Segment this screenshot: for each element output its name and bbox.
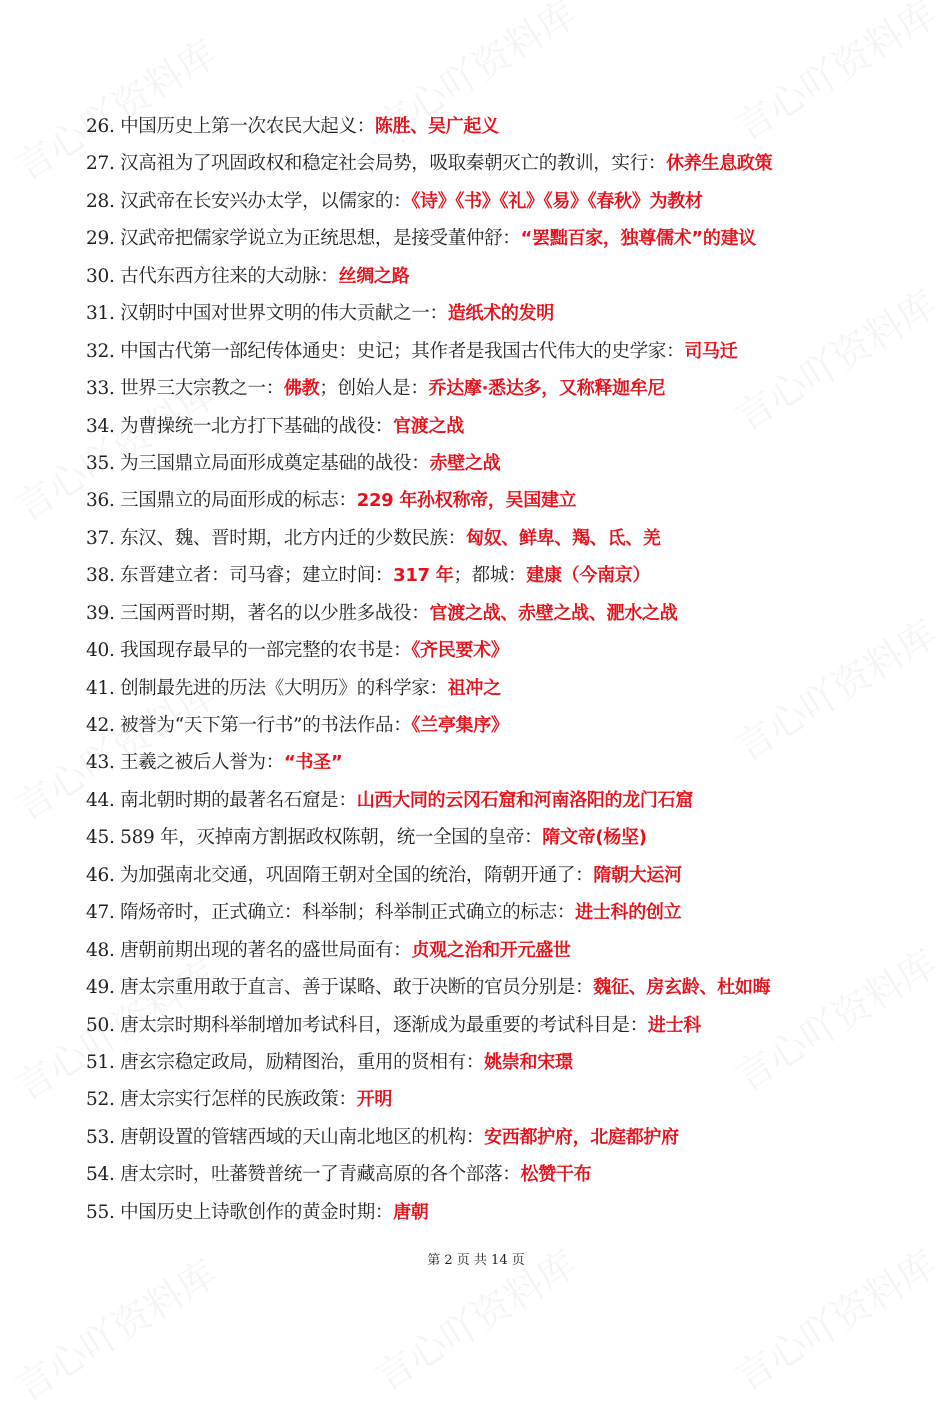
list-item — [86, 974, 926, 1011]
answer-text: 丝绸之路 — [338, 265, 410, 287]
list-item — [86, 749, 926, 786]
question-text: 53. 唐朝设置的管辖西域的天山南北地区的机构： — [86, 1126, 485, 1148]
question-text: 28. 汉武帝在长安兴办太学，以儒家的： — [86, 190, 412, 212]
answer-text: 《诗》《书》《礼》《易》《春秋》为教材 — [411, 190, 703, 212]
answer-text: 姚崇和宋璟 — [484, 1051, 573, 1073]
question-text: 55. 中国历史上诗歌创作的黄金时期： — [86, 1201, 394, 1223]
page-footer: 第 2 页 共 14 页 — [427, 1253, 525, 1268]
question-text: ；都城： — [453, 565, 527, 587]
answer-text: “书圣” — [283, 752, 343, 774]
list-item — [86, 188, 926, 225]
answer-text: 进士科 — [647, 1014, 702, 1036]
answer-text: 《齐民要术》 — [411, 640, 509, 662]
list-item — [86, 263, 926, 300]
question-text: 38. 东晋建立者：司马睿；建立时间： — [86, 565, 394, 587]
answer-text: 休养生息政策 — [666, 153, 773, 175]
question-text: 27. 汉高祖为了巩固政权和稳定社会局势，吸取秦朝灭亡的教训，实行： — [86, 153, 667, 175]
list-item — [86, 225, 926, 262]
answer-text: 魏征、房玄龄、杜如晦 — [593, 977, 771, 999]
question-text: 47. 隋炀帝时，正式确立：科举制；科举制正式确立的标志： — [86, 902, 576, 924]
answer-text: 229 年孙权称帝，吴国建立 — [356, 490, 577, 512]
answer-text: 匈奴、鲜卑、羯、氐、羌 — [465, 527, 661, 549]
list-item — [86, 525, 926, 562]
answer-text: 隋朝大运河 — [593, 864, 682, 886]
question-text: 29. 汉武帝把儒家学说立为正统思想，是接受董仲舒： — [86, 228, 521, 250]
question-list — [86, 113, 926, 1236]
question-text: 54. 唐太宗时，吐蕃赞普统一了青藏高原的各个部落： — [86, 1164, 521, 1186]
answer-text: 造纸术的发明 — [447, 303, 554, 325]
list-item — [86, 375, 926, 412]
question-text: 42. 被誉为“天下第一行书”的书法作品： — [86, 715, 412, 736]
answer-text: 司马迁 — [684, 340, 738, 362]
list-item — [86, 824, 926, 861]
list-item — [86, 1086, 926, 1123]
list-item — [86, 937, 926, 974]
list-item — [86, 338, 926, 375]
answer-text: 赤壁之战 — [429, 452, 501, 474]
list-item — [86, 1049, 926, 1086]
answer-text: 唐朝 — [393, 1201, 429, 1223]
question-text: 48. 唐朝前期出现的著名的盛世局面有： — [86, 939, 412, 961]
answer-text: 官渡之战 — [393, 415, 464, 437]
answer-text: 佛教 — [283, 378, 320, 400]
question-text: 40. 我国现存最早的一部完整的农书是： — [86, 640, 412, 662]
question-text: 36. 三国鼎立的局面形成的标志： — [86, 490, 357, 512]
list-item — [86, 113, 926, 150]
answer-text: 《兰亭集序》 — [411, 715, 509, 736]
question-text: 31. 汉朝时中国对世界文明的伟大贡献之一： — [86, 303, 448, 325]
list-item — [86, 562, 926, 599]
watermark — [3, 1244, 226, 1411]
list-item — [86, 862, 926, 899]
list-item — [86, 637, 926, 674]
list-item — [86, 150, 926, 187]
list-item — [86, 712, 926, 749]
list-item — [86, 450, 926, 487]
question-text: 32. 中国古代第一部纪传体通史：史记；其作者是我国古代伟大的史学家： — [86, 340, 685, 362]
answer-text: 山西大同的云冈石窟和河南洛阳的龙门石窟 — [356, 789, 694, 811]
list-item — [86, 899, 926, 936]
question-text: 50. 唐太宗时期科举制增加考试科目，逐渐成为最重要的考试科目是： — [86, 1014, 648, 1036]
list-item — [86, 413, 926, 450]
answer-text: “罢黜百家，独尊儒术”的建议 — [520, 228, 756, 250]
list-item — [86, 300, 926, 337]
question-text: 39. 三国两晋时期，著名的以少胜多战役： — [86, 602, 430, 624]
answer-text: 陈胜、吴广起义 — [374, 116, 499, 137]
list-item — [86, 1124, 926, 1161]
list-item — [86, 1161, 926, 1198]
question-text: 49. 唐太宗重用敢于直言、善于谋略、敢于决断的官员分别是： — [86, 977, 594, 999]
answer-text: 祖冲之 — [447, 677, 501, 699]
answer-text: 建康（今南京） — [526, 565, 651, 587]
list-item — [86, 675, 926, 712]
list-item — [86, 1199, 926, 1236]
list-item — [86, 1012, 926, 1049]
question-text: 35. 为三国鼎立局面形成奠定基础的战役： — [86, 452, 430, 474]
list-item — [86, 787, 926, 824]
question-text: 33. 世界三大宗教之一： — [86, 378, 284, 400]
answer-text: 官渡之战、赤壁之战、淝水之战 — [429, 602, 678, 624]
answer-text: 隋文帝(杨坚) — [542, 827, 647, 849]
question-text: 45. 589 年，灭掉南方割据政权陈朝，统一全国的皇帝： — [86, 827, 543, 849]
question-text: 41. 创制最先进的历法《大明历》的科学家： — [86, 677, 448, 699]
answer-text: 贞观之治和开元盛世 — [411, 939, 571, 961]
list-item — [86, 600, 926, 637]
question-text: 34. 为曹操统一北方打下基础的战役： — [86, 415, 394, 437]
question-text: ；创始人是： — [319, 378, 429, 400]
question-text: 46. 为加强南北交通，巩固隋王朝对全国的统治，隋朝开通了： — [86, 864, 594, 886]
question-text: 30. 古代东西方往来的大动脉： — [86, 265, 339, 287]
question-text: 26. 中国历史上第一次农民大起义： — [86, 116, 375, 137]
question-text: 44. 南北朝时期的最著名石窟是： — [86, 789, 357, 811]
answer-text: 安西都护府，北庭都护府 — [484, 1126, 679, 1148]
answer-text: 317 年 — [393, 565, 454, 587]
answer-text: 进士科的创立 — [575, 902, 682, 924]
list-item — [86, 487, 926, 524]
question-text: 37. 东汉、魏、晋时期，北方内迁的少数民族： — [86, 527, 466, 549]
answer-text: 松赞干布 — [520, 1164, 592, 1186]
answer-text: 开明 — [356, 1089, 393, 1111]
question-text: 52. 唐太宗实行怎样的民族政策： — [86, 1089, 357, 1111]
question-text: 43. 王羲之被后人誉为： — [86, 752, 284, 774]
question-text: 51. 唐玄宗稳定政局，励精图治，重用的贤相有： — [86, 1051, 485, 1073]
answer-text: 乔达摩·悉达多，又称释迦牟尼 — [428, 378, 666, 400]
